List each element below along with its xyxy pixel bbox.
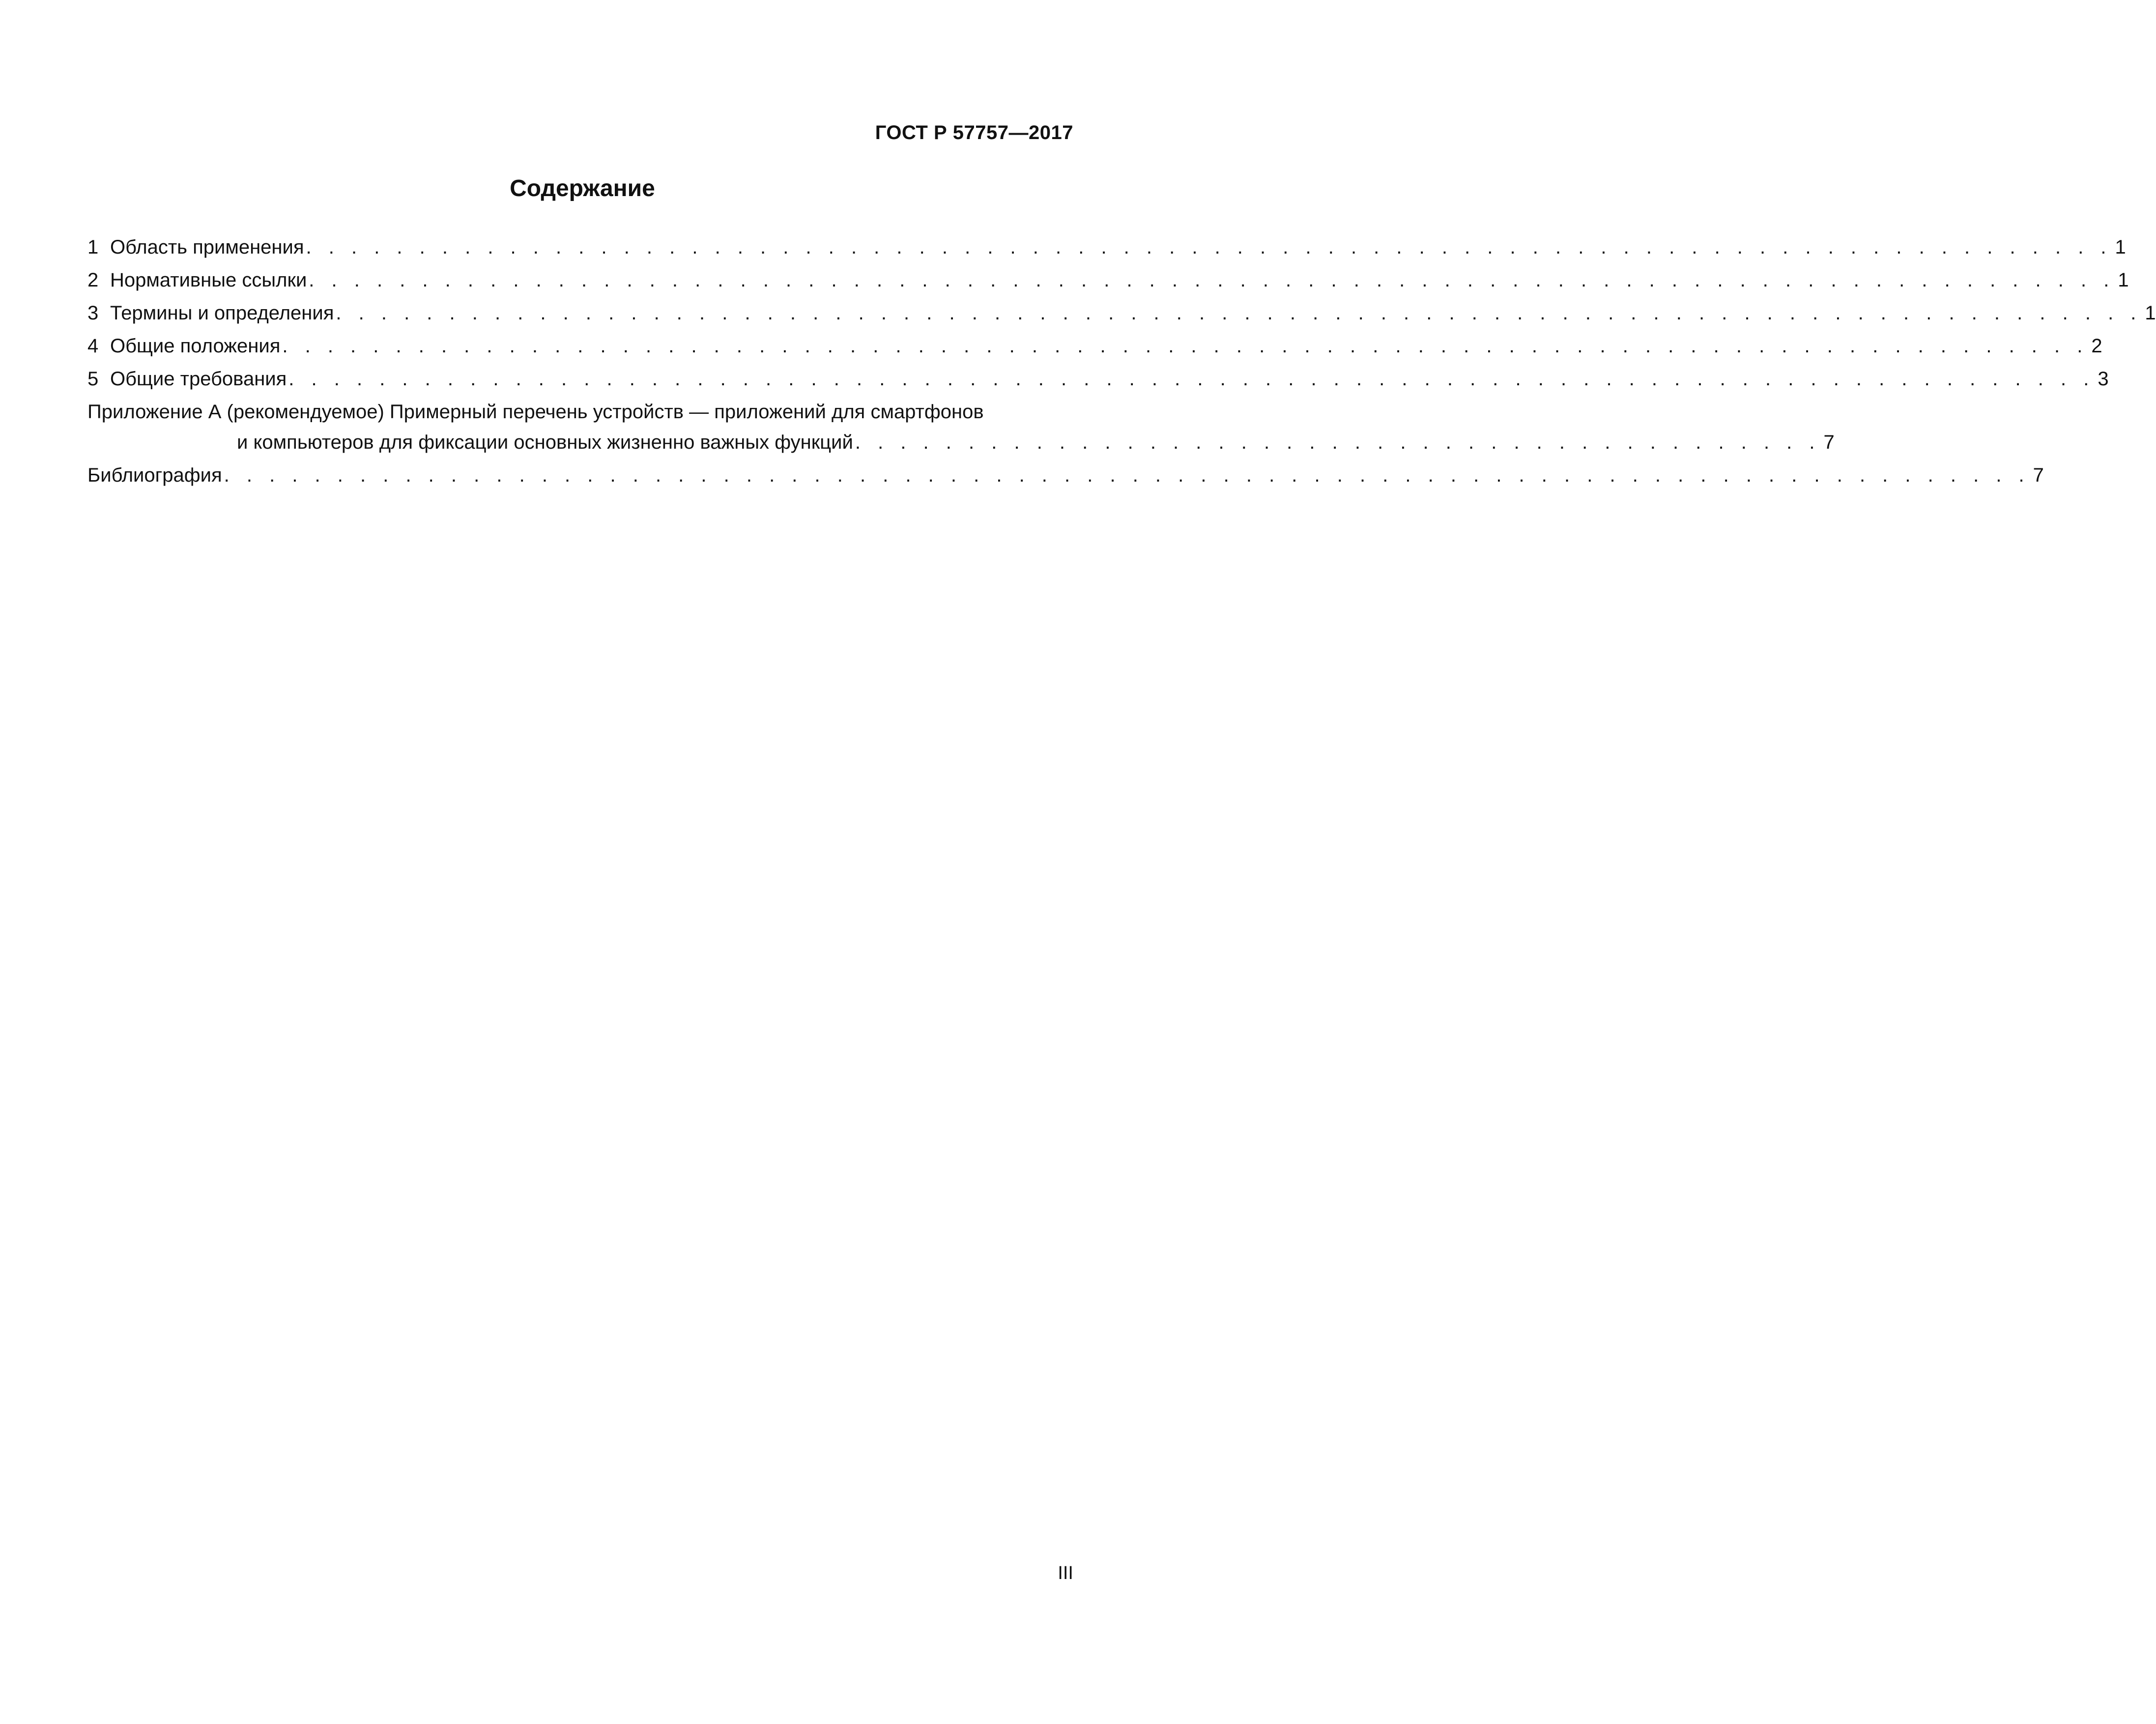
toc-entry-number: 1 [87, 236, 99, 258]
toc-entry-number: 2 [87, 269, 99, 291]
dot-leader: . . . . . . . . . . . . . . . . . . . . . . . . . . . . . . . . . . . . . . . . . . . . . . . . . . . . . . . . . . . . . . . . . . . . . . . . . . . . . . . . [224, 464, 2030, 486]
toc-appendix-title-line2: и компьютеров для фиксации основных жизненно важных функций [237, 431, 853, 453]
toc-entry-page: 1 [2118, 269, 2129, 291]
document-code: ГОСТ Р 57757—2017 [875, 122, 1073, 144]
toc-entry-number: 5 [87, 368, 99, 390]
toc-entry-title: Область применения [110, 236, 304, 258]
toc-entry-title: Общие положения [110, 335, 281, 357]
toc-entry-general-requirements[interactable] [87, 363, 2109, 396]
toc-entry-title: Нормативные ссылки [110, 269, 307, 291]
dot-leader: . . . . . . . . . . . . . . . . . . . . . . . . . . . . . . . . . . . . . . . . . . . . . . . . . . . . . . . . . . . . . . . . . . . . . . . . . . . . . . . . [309, 269, 2115, 291]
toc-entry-page: 7 [1823, 431, 1835, 453]
dot-leader: . . . . . . . . . . . . . . . . . . . . . . . . . . . . . . . . . . . . . . . . . . . . . . . . . . . . . . . . . . . . . . . . . . . . . . . . . . . . . . . . [306, 236, 2112, 258]
toc-entry-appendix-a[interactable] [87, 396, 1073, 426]
dot-leader: . . . . . . . . . . . . . . . . . . . . . . . . . . . . . . . . . . . . . . . . . . . . . . . . . . . . . . . . . . . . . . . . . . . . . . . . . . . . . . . . [288, 368, 2095, 390]
toc-entry-general-provisions[interactable] [87, 330, 2102, 363]
page-number: III [1058, 1563, 1073, 1583]
toc-entry-number: 4 [87, 335, 99, 357]
toc-entry-bibliography[interactable] [87, 459, 2044, 492]
toc-entry-title: Библиография [87, 464, 222, 486]
dot-leader: . . . . . . . . . . . . . . . . . . . . . . . . . . . . . . . . . . . . . . . . . . . . . . . . . . . . . . . . . . . . . . . . . . . . . . . . . . . . . . . . [336, 302, 2142, 324]
table-of-contents [87, 231, 2156, 492]
toc-entry-number: 3 [87, 302, 99, 324]
toc-entry-normative-references[interactable] [87, 264, 2129, 297]
toc-entry-title: Общие требования [110, 368, 287, 390]
toc-entry-title: Термины и определения [110, 302, 334, 324]
dot-leader: . . . . . . . . . . . . . . . . . . . . . . . . . . . . . . . . . . . . . . . . . . . [855, 431, 1821, 453]
toc-entry-appendix-a-continued[interactable] [87, 426, 1835, 459]
toc-entry-page: 7 [2033, 464, 2044, 486]
toc-appendix-title-line1: Приложение А (рекомендуемое) Примерный перечень устройств — приложений для смартфонов [87, 401, 984, 423]
dot-leader: . . . . . . . . . . . . . . . . . . . . . . . . . . . . . . . . . . . . . . . . . . . . . . . . . . . . . . . . . . . . . . . . . . . . . . . . . . . . . . . . [282, 335, 2089, 357]
toc-heading: Содержание [510, 175, 655, 201]
toc-entry-scope[interactable] [87, 231, 2126, 264]
toc-entry-terms-definitions[interactable] [87, 297, 2156, 330]
toc-entry-page: 1 [2115, 236, 2126, 258]
toc-entry-page: 1 [2145, 302, 2156, 324]
toc-entry-page: 2 [2091, 335, 2102, 357]
toc-entry-page: 3 [2098, 368, 2109, 390]
